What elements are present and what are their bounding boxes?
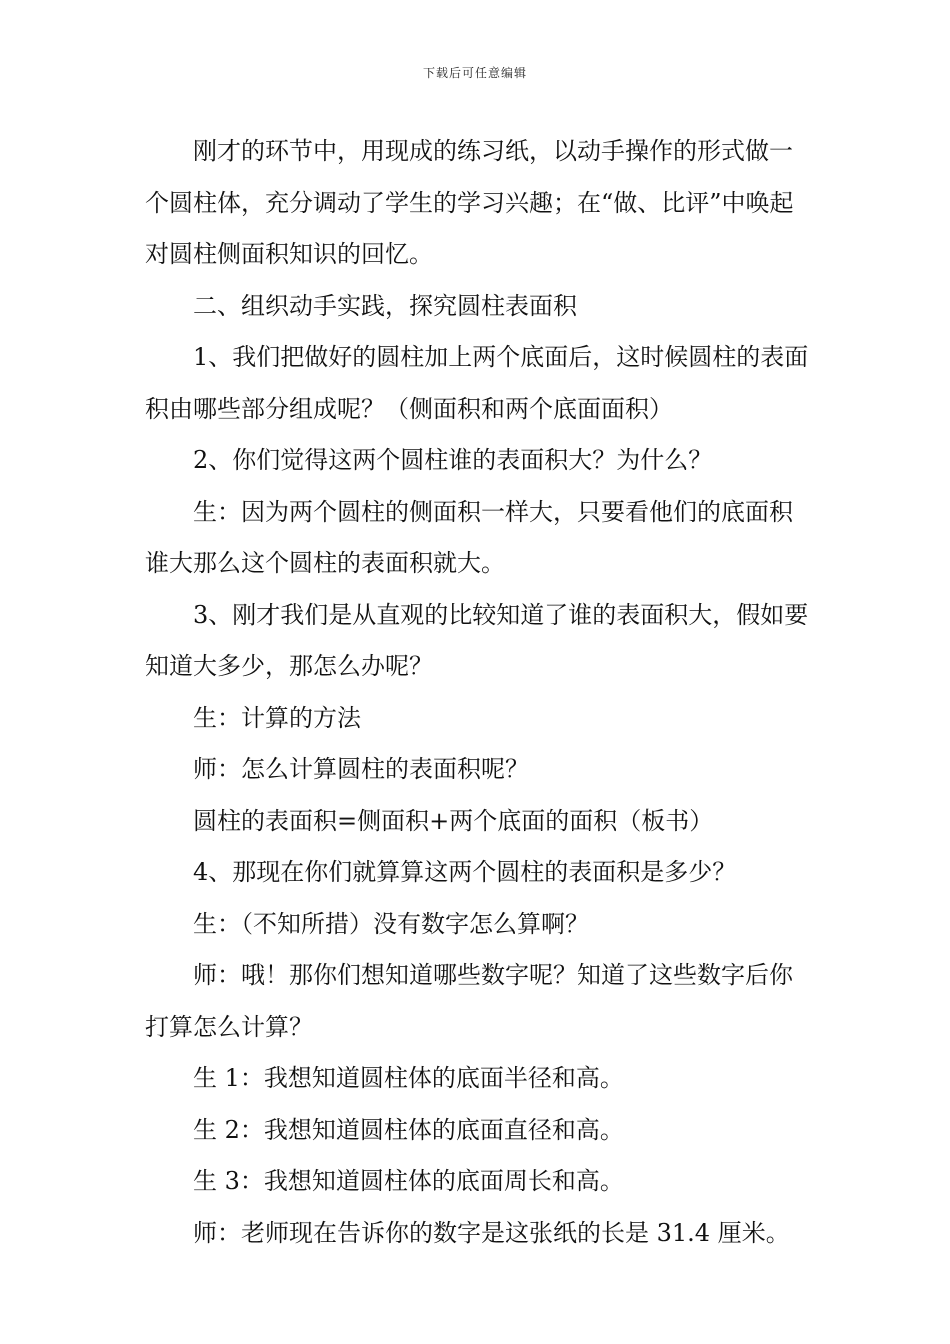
paragraph: 师：哦！那你们想知道哪些数字呢？知道了这些数字后你打算怎么计算？ bbox=[145, 961, 793, 1041]
paragraph: 生：（不知所措）没有数字怎么算啊？ bbox=[193, 909, 589, 938]
paragraph: 生 3：我想知道圆柱体的底面周长和高。 bbox=[193, 1167, 624, 1195]
paragraph: 1、我们把做好的圆柱加上两个底面后，这时候圆柱的表面积由哪些部分组成呢？（侧面积和两个底面面积） bbox=[145, 343, 809, 423]
document-body bbox=[145, 126, 815, 1259]
formula-line: 圆柱的表面积=侧面积+两个底面的面积（板书） bbox=[193, 806, 714, 835]
paragraph: 3、刚才我们是从直观的比较知道了谁的表面积大，假如要知道大多少，那怎么办呢？ bbox=[145, 600, 809, 680]
page-header: 下载后可任意编辑 bbox=[422, 66, 527, 80]
paragraph: 师：怎么计算圆柱的表面积呢？ bbox=[193, 755, 529, 783]
paragraph: 4、那现在你们就算算这两个圆柱的表面积是多少？ bbox=[193, 858, 737, 886]
paragraph: 刚才的环节中，用现成的练习纸，以动手操作的形式做一个圆柱体，充分调动了学生的学习兴趣；在“做、比评”中唤起对圆柱侧面积知识的回忆。 bbox=[145, 137, 794, 268]
section-heading: 二、组织动手实践，探究圆柱表面积 bbox=[193, 291, 577, 320]
paragraph: 生：计算的方法 bbox=[193, 703, 361, 732]
paragraph: 2、你们觉得这两个圆柱谁的表面积大？为什么？ bbox=[193, 446, 713, 474]
paragraph: 师：老师现在告诉你的数字是这张纸的长是 31.4 厘米。 bbox=[193, 1218, 790, 1247]
paragraph: 生 1：我想知道圆柱体的底面半径和高。 bbox=[193, 1064, 624, 1092]
paragraph: 生 2：我想知道圆柱体的底面直径和高。 bbox=[193, 1115, 624, 1144]
paragraph: 生：因为两个圆柱的侧面积一样大，只要看他们的底面积谁大那么这个圆柱的表面积就大。 bbox=[145, 497, 793, 577]
